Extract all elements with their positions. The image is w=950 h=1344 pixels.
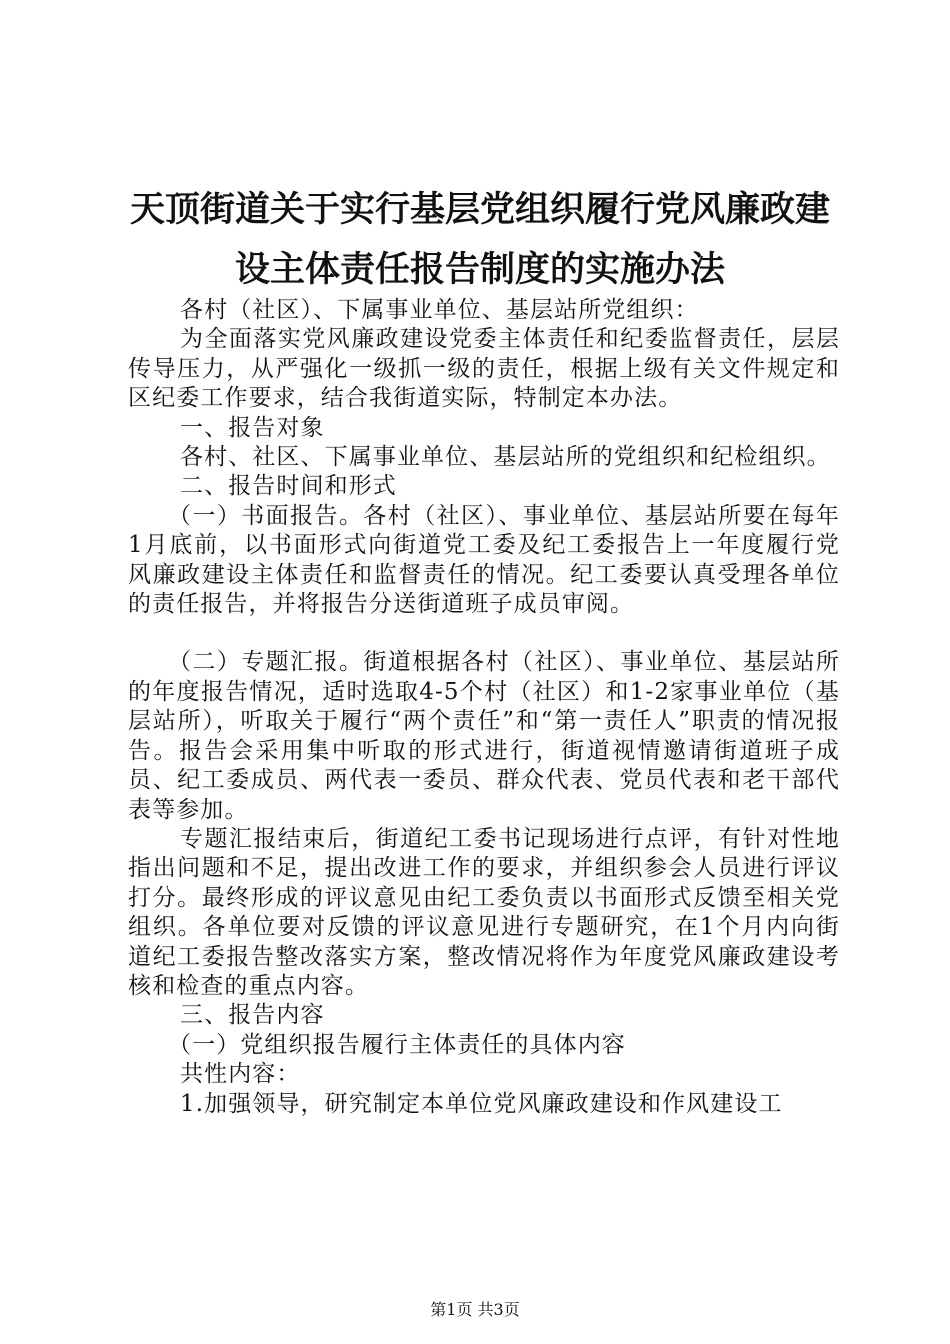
paragraph-intro: 为全面落实党风廉政建设党委主体责任和纪委监督责任，层层传导压力，从严强化一级抓一级的责任，根据上级有关文件规定和区纪委工作要求，结合我街道实际，特制定本办法。 [128, 326, 840, 412]
document-title-line-1: 天顶街道关于实行基层党组织履行党风廉政建 [129, 190, 830, 230]
paragraph-report-targets: 各村、社区、下属事业单位、基层站所的党组织和纪检组织。 [180, 444, 831, 471]
paragraph-spacer [128, 619, 840, 648]
salutation: 各村（社区）、下属事业单位、基层站所党组织： [180, 297, 699, 323]
paragraph-written-report: （一）书面报告。各村（社区）、事业单位、基层站所要在每年1月底前，以书面形式向街道党工委及纪工委报告上一年度履行党风廉政建设主体责任和监督责任的情况。纪工委要认真受理各单位的责任报告，并将报告分送街道班子成员审阅。 [128, 502, 840, 618]
list-item-1: 1.加强领导，研究制定本单位党风廉政建设和作风建设工 [180, 1090, 783, 1117]
document-title-line-2: 设主体责任报告制度的实施办法 [234, 250, 725, 290]
common-content-label: 共性内容： [180, 1061, 301, 1088]
section-heading-2: 二、报告时间和形式 [180, 473, 397, 500]
subsection-heading-1: （一）党组织报告履行主体责任的具体内容 [168, 1031, 626, 1058]
document-body [128, 296, 840, 1119]
paragraph-special-report: （二）专题汇报。街道根据各村（社区）、事业单位、基层站所的年度报告情况，适时选取4-5个村（社区）和1-2家事业单位（基层站所），听取关于履行“两个责任”和“第一责任人”职责的情况报告。报告会采用集中听取的形式进行，街道视情邀请街道班子成员、纪工委成员、两代表一委员、群众代表、党员代表和老干部代表等参加。 [128, 649, 840, 823]
section-heading-3: 三、报告内容 [180, 1002, 325, 1029]
section-heading-1: 一、报告对象 [180, 414, 325, 441]
page-footer: 第1页 共3页 [430, 1300, 520, 1319]
paragraph-review: 专题汇报结束后，街道纪工委书记现场进行点评，有针对性地指出问题和不足，提出改进工作的要求，并组织参会人员进行评议打分。最终形成的评议意见由纪工委负责以书面形式反馈至相关党组织。各单位要对反馈的评议意见进行专题研究，在1个月内向街道纪工委报告整改落实方案，整改情况将作为年度党风廉政建设考核和检查的重点内容。 [128, 825, 840, 999]
